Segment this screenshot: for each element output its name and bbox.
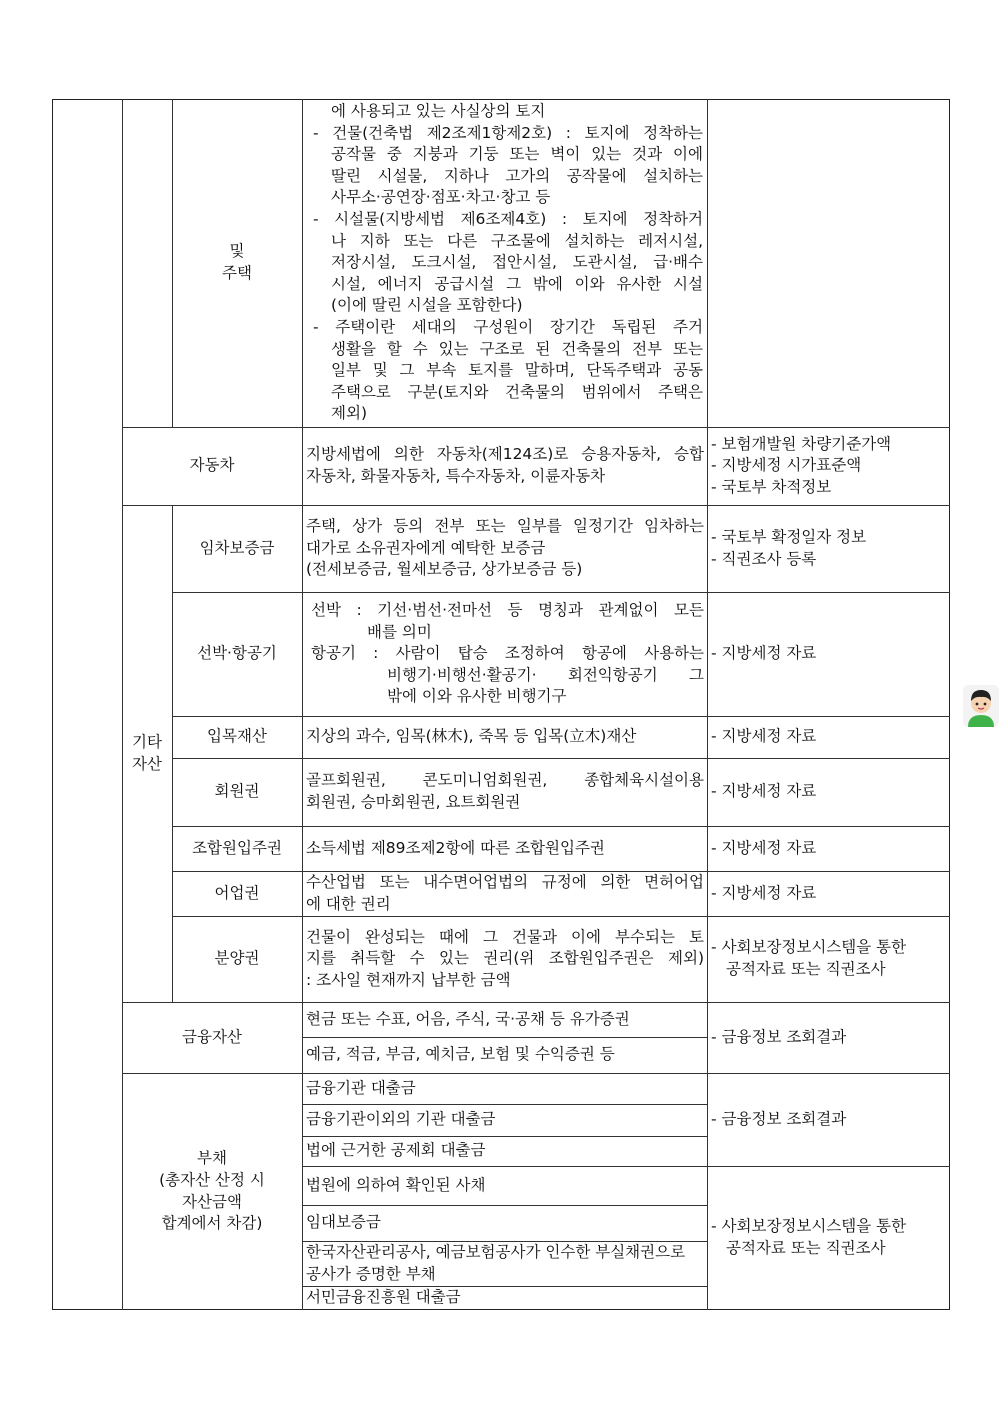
car-label: 자동차 (189, 456, 235, 475)
house-desc-line: - 시설물(지방세법 제6조제4호) : 토지에 정착하거 (313, 210, 703, 229)
child-avatar-icon[interactable] (963, 685, 999, 727)
car-source (708, 427, 950, 505)
deposit-source (708, 505, 950, 592)
fishing-label: 어업권 (214, 883, 260, 902)
car-description (303, 427, 707, 505)
membership-source: - 지방세정 자료 (711, 782, 817, 801)
house-label-line: 주택 (222, 264, 252, 282)
car-desc-line: 자동차, 화물자동차, 특수자동차, 이륜자동차 (306, 467, 606, 485)
trees-source: - 지방세정 자료 (711, 727, 817, 746)
ship-desc-line: 배를 의미 (367, 622, 432, 641)
debt-row: 법에 근거한 공제회 대출금 (306, 1141, 486, 1160)
presale-desc-line: : 조사일 현재까지 납부한 금액 (306, 970, 511, 989)
house-label-line: 및 (229, 242, 245, 261)
car-desc-line: 지방세법에 의한 자동차(제124조)로 승용자동차, 승합 (306, 445, 704, 464)
ship-desc-line: 선박 : 기선·범선·전마선 등 명칭과 관계없이 모든 (311, 601, 704, 620)
trees-label: 입목재산 (207, 727, 267, 746)
finance-label: 금융자산 (182, 1027, 242, 1046)
house-desc-line: 생활을 할 수 있는 구조로 된 건축물의 전부 또는 (331, 339, 703, 358)
house-desc-line: 공작물 중 지붕과 기둥 또는 벽이 있는 것과 이에 (331, 145, 703, 164)
car-source-line: - 보험개발원 차량기준가액 (711, 434, 892, 453)
membership-desc-line: 회원권, 승마회원권, 요트회원권 (306, 793, 521, 811)
ship-aircraft-source: - 지방세정 자료 (711, 644, 817, 663)
union-description: 소득세법 제89조제2항에 따른 조합원입주권 (306, 838, 605, 857)
house-desc-line: - 주택이란 세대의 구성원이 장기간 독립된 주거 (313, 317, 703, 336)
house-desc-line: 저장시설, 도크시설, 접안시설, 도관시설, 급·배수 (331, 253, 703, 272)
debt-row: 서민금융진흥원 대출금 (306, 1288, 461, 1307)
house-desc-line: 나 지하 또는 다른 구조물에 설치하는 레저시설, (331, 231, 703, 250)
fishing-description (303, 871, 707, 916)
trees-description: 지상의 과수, 임목(林木), 죽목 등 입목(立木)재산 (306, 727, 637, 746)
membership-label: 회원권 (214, 782, 260, 801)
other-assets-label (122, 505, 172, 1002)
presale-description (303, 916, 707, 1002)
house-description (305, 99, 705, 427)
presale-desc-line: 건물이 완성되는 때에 그 건물과 이에 부수되는 토 (306, 927, 704, 946)
debt-label-line: 자산금액 (182, 1192, 242, 1211)
house-desc-line: (이에 딸린 시설을 포함한다) (331, 296, 523, 315)
debt-source-line: 공적자료 또는 직권조사 (726, 1239, 886, 1257)
car-source-line: - 국토부 차적정보 (711, 477, 832, 496)
fishing-source: - 지방세정 자료 (711, 883, 817, 902)
ship-aircraft-label: 선박·항공기 (197, 644, 277, 663)
finance-row: 현금 또는 수표, 어음, 주식, 국·공채 등 유가증권 (306, 1009, 630, 1028)
ship-desc-line: 항공기 : 사람이 탑승 조정하여 항공에 사용하는 (311, 644, 704, 663)
house-desc-line: - 건물(건축법 제2조제1항제2호) : 토지에 정착하는 (313, 123, 703, 142)
debt-row: 금융기관이외의 기관 대출금 (306, 1110, 496, 1129)
finance-source: - 금융정보 조회결과 (711, 1027, 847, 1046)
debt-row: 임대보증금 (306, 1213, 381, 1232)
ship-aircraft-description (303, 592, 707, 716)
fishing-desc-line: 수산업법 또는 내수면어업법의 규정에 의한 면허어업 (306, 872, 704, 891)
house-desc-line: 딸린 시설물, 지하나 고가의 공작물에 설치하는 (331, 166, 703, 185)
debt-row-line: 한국자산관리공사, 예금보험공사가 인수한 부실채권으로 (306, 1242, 686, 1261)
house-desc-line: 일부 및 그 부속 토지를 말하며, 단독주택과 공동 (331, 361, 703, 380)
union-label: 조합원입주권 (192, 838, 282, 857)
deposit-source-line: - 국토부 확정일자 정보 (711, 527, 867, 546)
house-desc-line: 사무소·공연장·점포·차고·창고 등 (331, 188, 551, 207)
deposit-label: 임차보증금 (199, 538, 275, 557)
debt-row (303, 1241, 707, 1286)
debt-row-line: 공사가 증명한 부채 (306, 1264, 436, 1283)
deposit-desc-line: (전세보증금, 월세보증금, 상가보증금 등) (306, 560, 583, 579)
presale-source-line: - 사회보장정보시스템을 통한 (711, 938, 907, 957)
union-source: - 지방세정 자료 (711, 838, 817, 857)
deposit-desc-line: 대가로 소유권자에게 예탁한 보증금 (306, 538, 546, 557)
house-desc-line: 주택으로 구분(토지와 건축물의 범위에서 주택은 (331, 382, 703, 401)
house-label (172, 99, 302, 427)
membership-desc-line: 골프회원권, 콘도미니엄회원권, 종합체육시설이용 (306, 771, 704, 790)
ship-desc-line: 비행기·비행선·활공기· 회전익항공기 그 (387, 665, 704, 684)
debt-label-line: (총자산 산정 시 (159, 1170, 265, 1189)
house-desc-line: 에 사용되고 있는 사실상의 토지 (331, 102, 546, 121)
deposit-source-line: - 직권조사 등록 (711, 549, 817, 568)
debt-row: 법원에 의하여 확인된 사채 (306, 1175, 486, 1194)
other-label-line: 기타 (132, 732, 162, 751)
car-source-line: - 지방세정 시가표준액 (711, 456, 862, 475)
debt-label (122, 1073, 302, 1310)
debt-source-social (708, 1166, 950, 1310)
presale-source-line: 공적자료 또는 직권조사 (726, 960, 886, 978)
presale-desc-line: 지를 취득할 수 있는 권리(위 조합원입주권은 제외) (306, 949, 704, 968)
other-label-line: 자산 (132, 754, 162, 773)
debt-row: 금융기관 대출금 (306, 1078, 416, 1097)
finance-row: 예금, 적금, 부금, 예치금, 보험 및 수익증권 등 (306, 1045, 615, 1064)
debt-label-line: 합계에서 차감) (161, 1214, 263, 1233)
presale-label: 분양권 (214, 949, 260, 968)
debt-label-line: 부채 (197, 1149, 227, 1168)
house-desc-line: 시설, 에너지 공급시설 그 밖에 이와 유사한 시설 (331, 274, 703, 293)
ship-desc-line: 밖에 이와 유사한 비행기구 (387, 687, 567, 706)
membership-description (303, 758, 707, 826)
debt-source-line: - 사회보장정보시스템을 통한 (711, 1217, 907, 1236)
deposit-desc-line: 주택, 상가 등의 전부 또는 일부를 일정기간 임차하는 (306, 517, 704, 536)
deposit-description (303, 505, 707, 592)
house-desc-line: 제외) (331, 404, 367, 423)
debt-source-finance: - 금융정보 조회결과 (711, 1109, 847, 1128)
fishing-desc-line: 에 대한 권리 (306, 894, 391, 913)
presale-source (708, 916, 950, 1002)
